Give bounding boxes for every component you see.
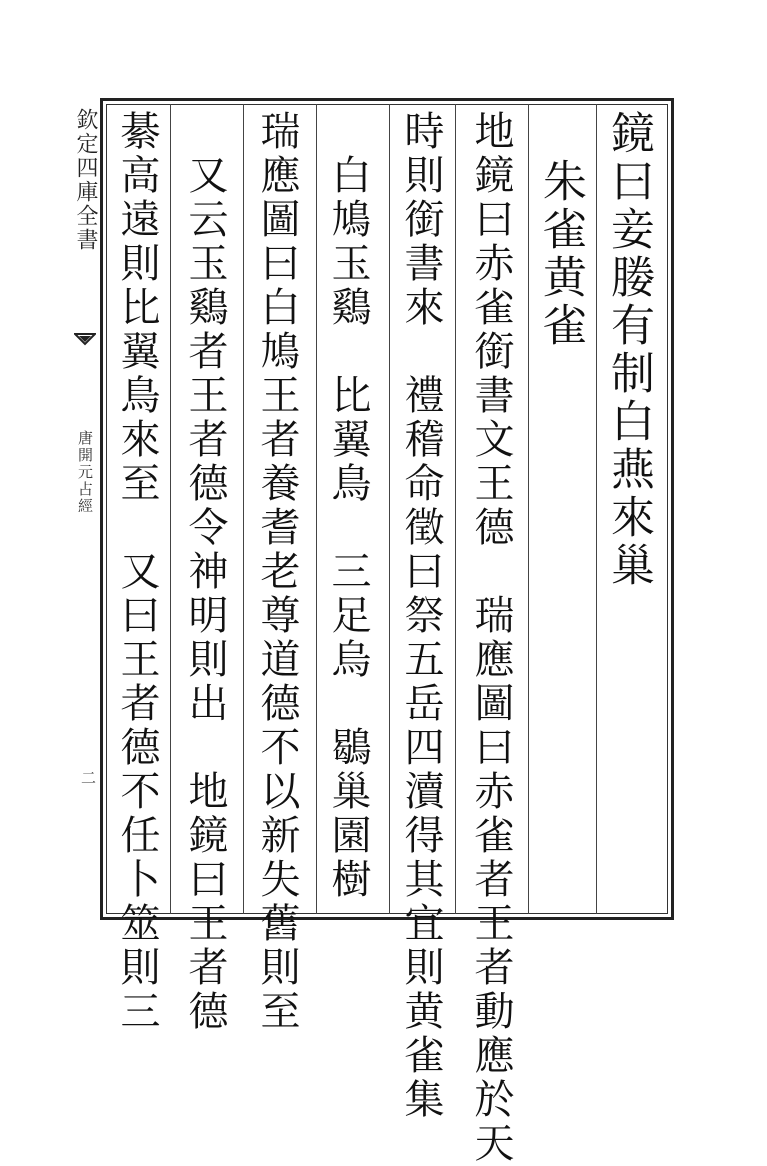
text-column: 朱雀黄雀 — [535, 110, 586, 350]
text-column: 綦高遠則比翼鳥來至 又曰王者德不任卜筮則三 — [114, 110, 160, 1034]
book-title: 唐開元占經 — [76, 430, 94, 515]
column-rule — [170, 104, 171, 914]
column-rule — [316, 104, 317, 914]
text-column: 時則銜書來 禮稽命徵曰祭五岳四瀆得其宜則黄雀集 — [398, 110, 444, 1122]
column-rule — [596, 104, 597, 914]
text-column: 白鳩玉鷄 比翼鳥 三足烏 鶡巢園樹 — [325, 110, 371, 902]
column-rule — [528, 104, 529, 914]
column-rule — [243, 104, 244, 914]
text-column: 地鏡曰赤雀銜書文王德 瑞應圖曰赤雀者王者動應於天 — [468, 110, 514, 1166]
fish-tail-mark-icon — [74, 332, 96, 346]
text-column: 又云玉鷄者王者德令神明則出 地鏡曰王者德 — [182, 110, 228, 1034]
column-rule — [389, 104, 390, 914]
text-column: 鏡曰妾媵有制白燕來巢 — [603, 110, 654, 590]
page-number: 二 — [79, 770, 97, 785]
text-column: 瑞應圖曰白鳩王者養耆老尊道德不以新失舊則至 — [254, 110, 300, 1034]
collection-title: 欽定四庫全書 — [73, 108, 98, 252]
column-rule — [455, 104, 456, 914]
